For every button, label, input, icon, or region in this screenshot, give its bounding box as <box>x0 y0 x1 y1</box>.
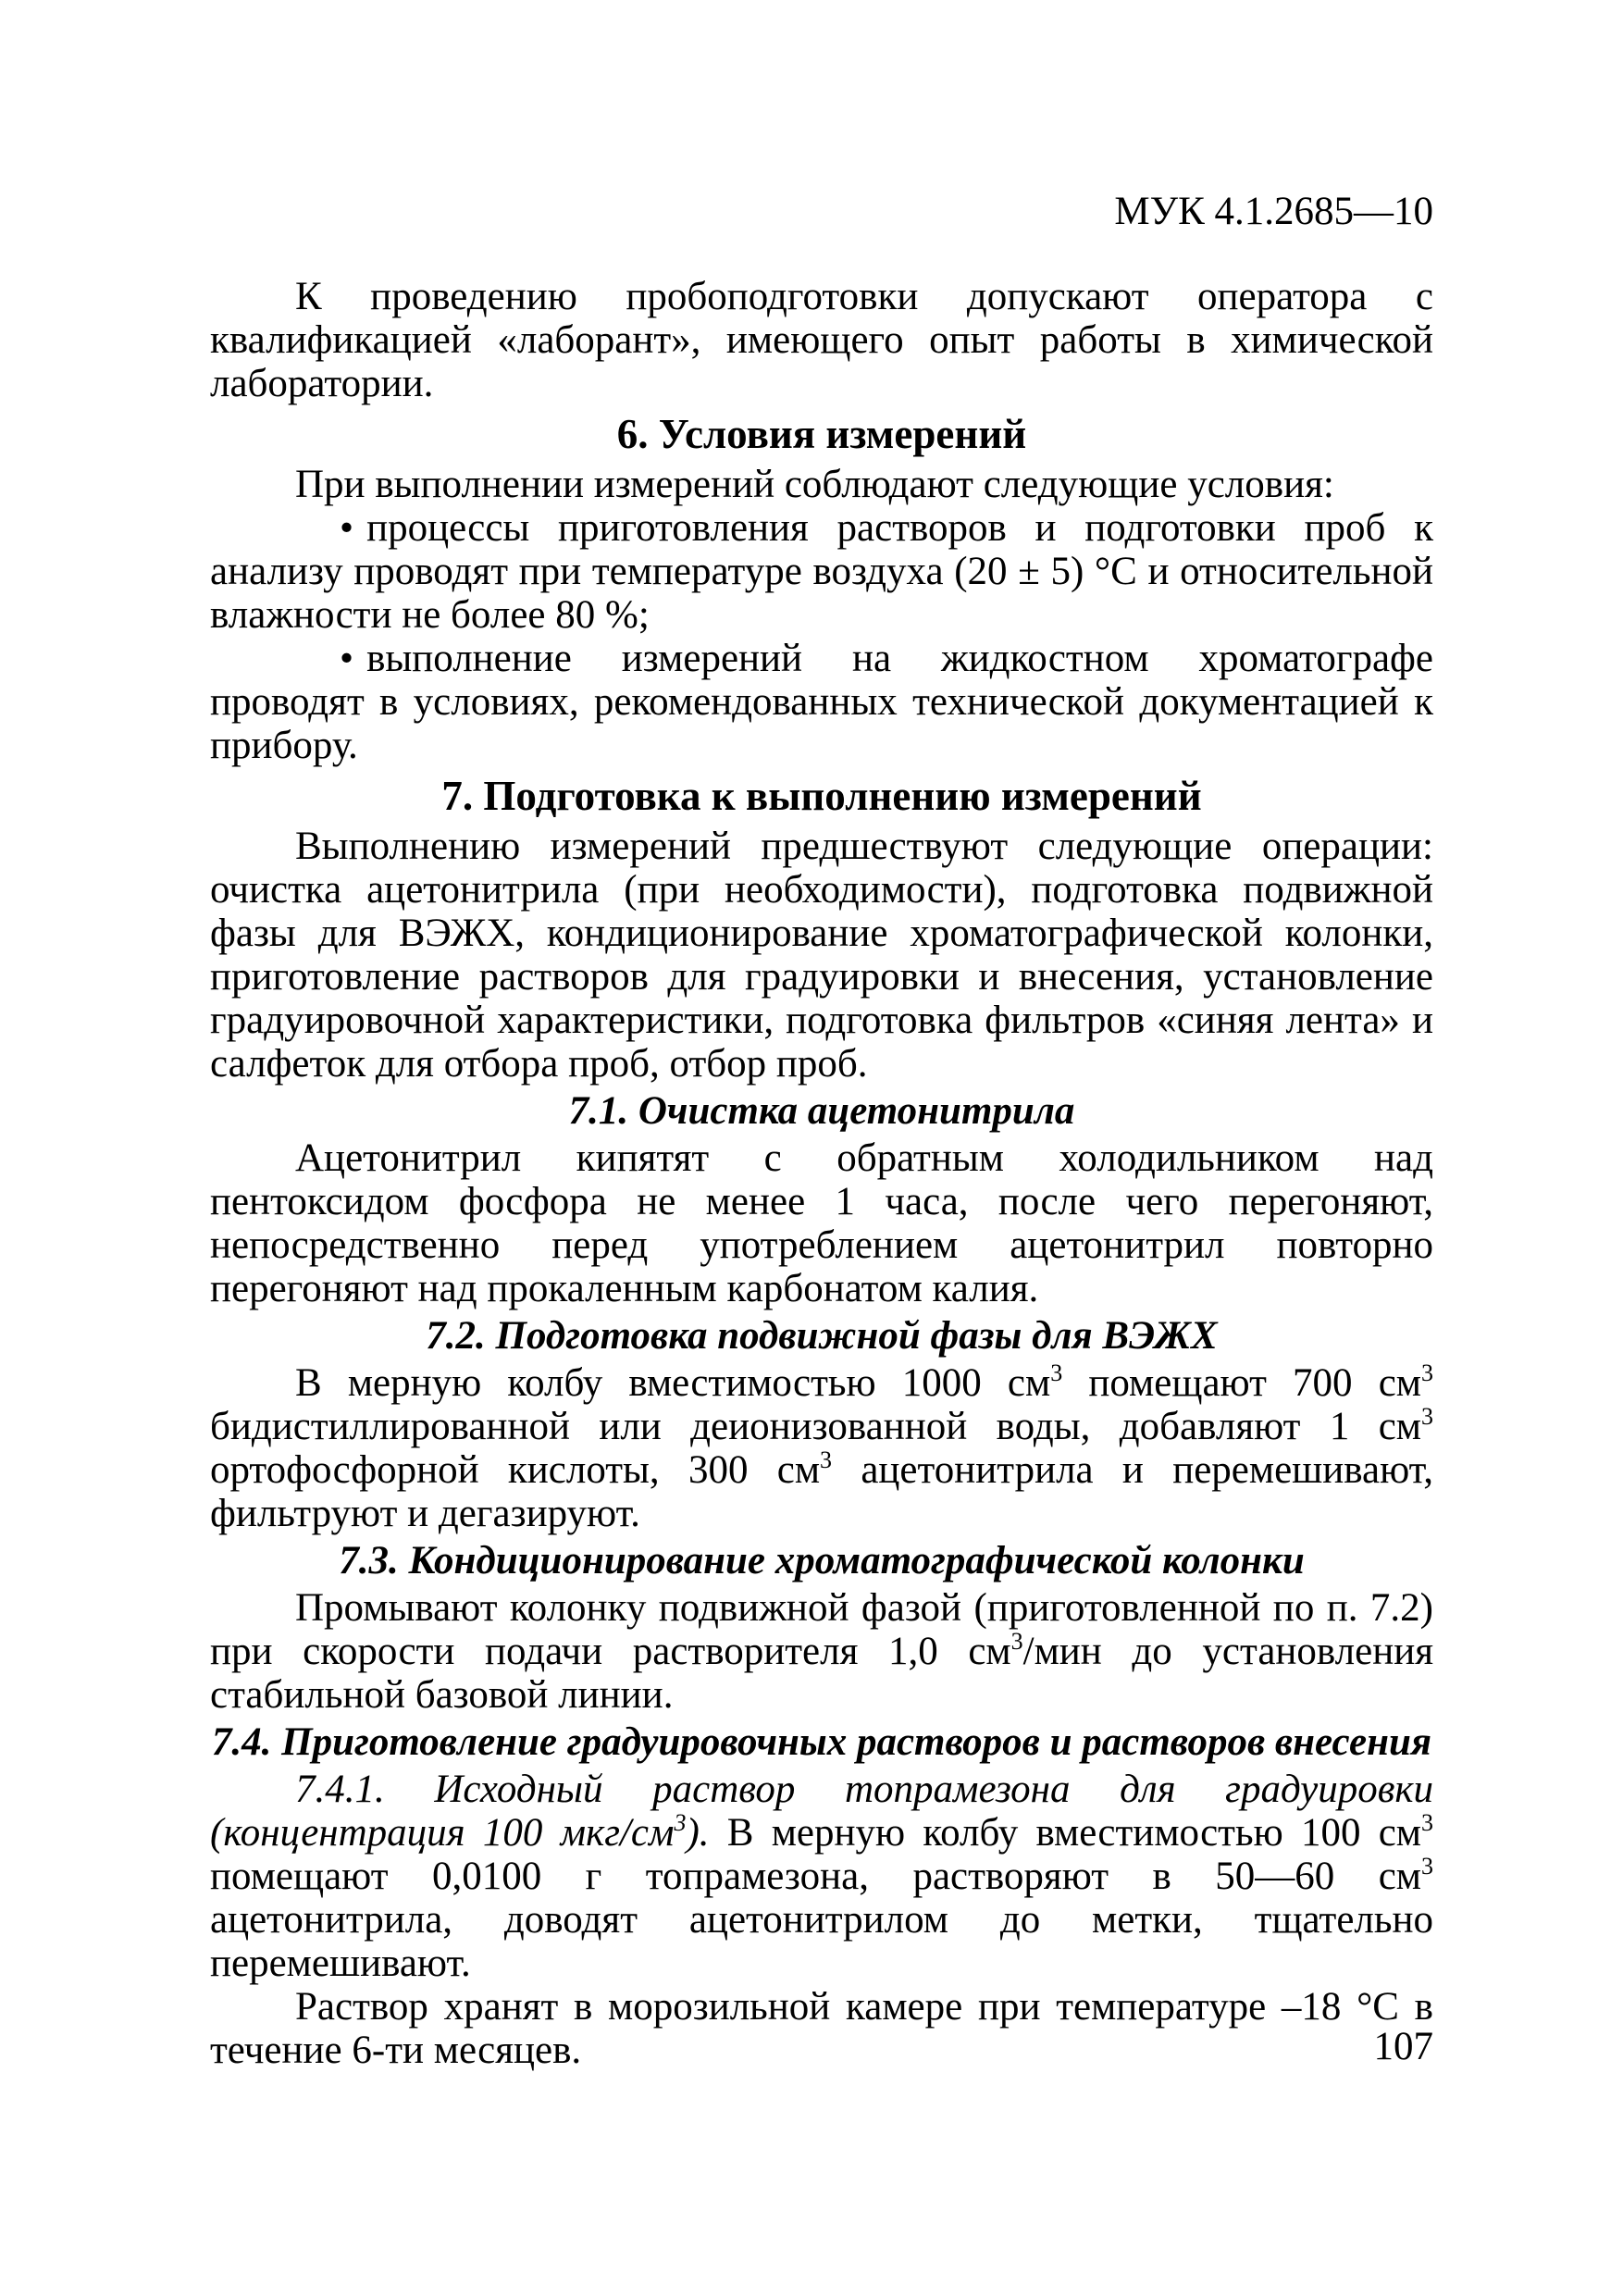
section-7-1-heading: 7.1. Очистка ацетонитрила <box>568 1089 1075 1133</box>
intro-paragraph: К проведению пробоподготовки допускают оператора с квалификацией «лаборант», имеющего опыт работы в химической лаборатории. <box>210 275 1433 405</box>
section-7-4-storage-text: Раствор хранят в морозильной камере при температуре –18 °С в течение 6-ти месяцев. <box>210 1985 1433 2072</box>
section-6-lead: При выполнении измерений соблюдают следующие условия: <box>295 463 1334 506</box>
superscript: 3 <box>1421 1853 1433 1880</box>
section-6-bullet-1 <box>210 506 1433 637</box>
text-run: ацетонитрила, доводят ацетонитрилом до метки, тщательно перемешивают. <box>210 1898 1433 1985</box>
superscript: 3 <box>1421 1809 1434 1836</box>
section-7-2-heading: 7.2. Подготовка подвижной фазы для ВЭЖХ <box>426 1314 1218 1358</box>
superscript: 3 <box>1050 1359 1063 1386</box>
bullet-text: процессы приготовления растворов и подготовки проб к анализу проводят при температуре воздуха (20 ± 5) °С и относительной влажности не более 80 %; <box>210 506 1433 637</box>
section-7-lead: Выполнению измерений предшествуют следующие операции: очистка ацетонитрила (при необходимости), подготовка подвижной фазы для ВЭЖХ, кондиционирование хроматографической колонки, приготовление растворов для градуировки и внесения, установление градуировочной характеристики, подготовка фильтров «синяя лента» и салфеток для отбора проб, отбор проб. <box>210 825 1433 1086</box>
text-run: помещают 700 см <box>1062 1361 1421 1405</box>
section-7-heading: 7. Подготовка к выполнению измерений <box>441 773 1202 819</box>
superscript: 3 <box>674 1809 687 1836</box>
italic-run: 7.4.1. Исходный раствор топрамезона для градуировки (концентрация 100 мкг/см <box>210 1768 1433 1855</box>
bullet-icon: • <box>340 637 354 680</box>
bullet-icon: • <box>340 506 354 550</box>
superscript: 3 <box>1421 1359 1433 1386</box>
text-run: В мерную колбу вместимостью 100 см <box>709 1811 1422 1855</box>
text-run: помещают 0,0100 г топрамезона, растворяют в 50—60 см <box>210 1855 1421 1898</box>
section-7-2-text <box>210 1361 1433 1535</box>
text-run: ортофосфорной кислоты, 300 см <box>210 1448 821 1492</box>
text-run: Промывают колонку подвижной фазой (приготовленной по п. 7.2) при скорости подачи растворителя 1,0 см <box>210 1586 1433 1673</box>
section-6-bullet-2 <box>210 637 1433 767</box>
text-run: бидистиллированной или деионизованной воды, добавляют 1 см <box>210 1405 1421 1448</box>
superscript: 3 <box>1010 1628 1023 1655</box>
section-7-3-heading: 7.3. Кондиционирование хроматографической колонки <box>339 1539 1305 1582</box>
page-number: 107 <box>1373 2025 1433 2068</box>
italic-run: ). <box>686 1811 710 1855</box>
section-7-1-text: Ацетонитрил кипятят с обратным холодильником над пентоксидом фосфора не менее 1 часа, после чего перегоняют, непосредственно перед употреблением ацетонитрил повторно перегоняют над прокаленным карбонатом калия. <box>210 1136 1433 1310</box>
superscript: 3 <box>820 1446 833 1473</box>
page-content <box>210 275 1433 2072</box>
text-run: ацетонитрила и перемешивают, фильтруют и дегазируют. <box>210 1448 1433 1535</box>
document-page <box>210 0 1433 2296</box>
section-7-4-1-text <box>210 1768 1433 1985</box>
section-7-4-heading: 7.4. Приготовление градуировочных растворов и растворов внесения <box>211 1720 1432 1764</box>
superscript: 3 <box>1421 1403 1433 1430</box>
section-7-3-text <box>210 1586 1433 1717</box>
bullet-text: выполнение измерений на жидкостном хроматографе проводят в условиях, рекомендованных технической документацией к прибору. <box>210 637 1433 767</box>
section-6-heading: 6. Условия измерений <box>616 411 1027 457</box>
text-run: В мерную колбу вместимостью 1000 см <box>295 1361 1051 1405</box>
document-code-header: МУК 4.1.2685—10 <box>1114 190 1433 233</box>
text-run: /мин до установления стабильной базовой линии. <box>210 1630 1434 1717</box>
